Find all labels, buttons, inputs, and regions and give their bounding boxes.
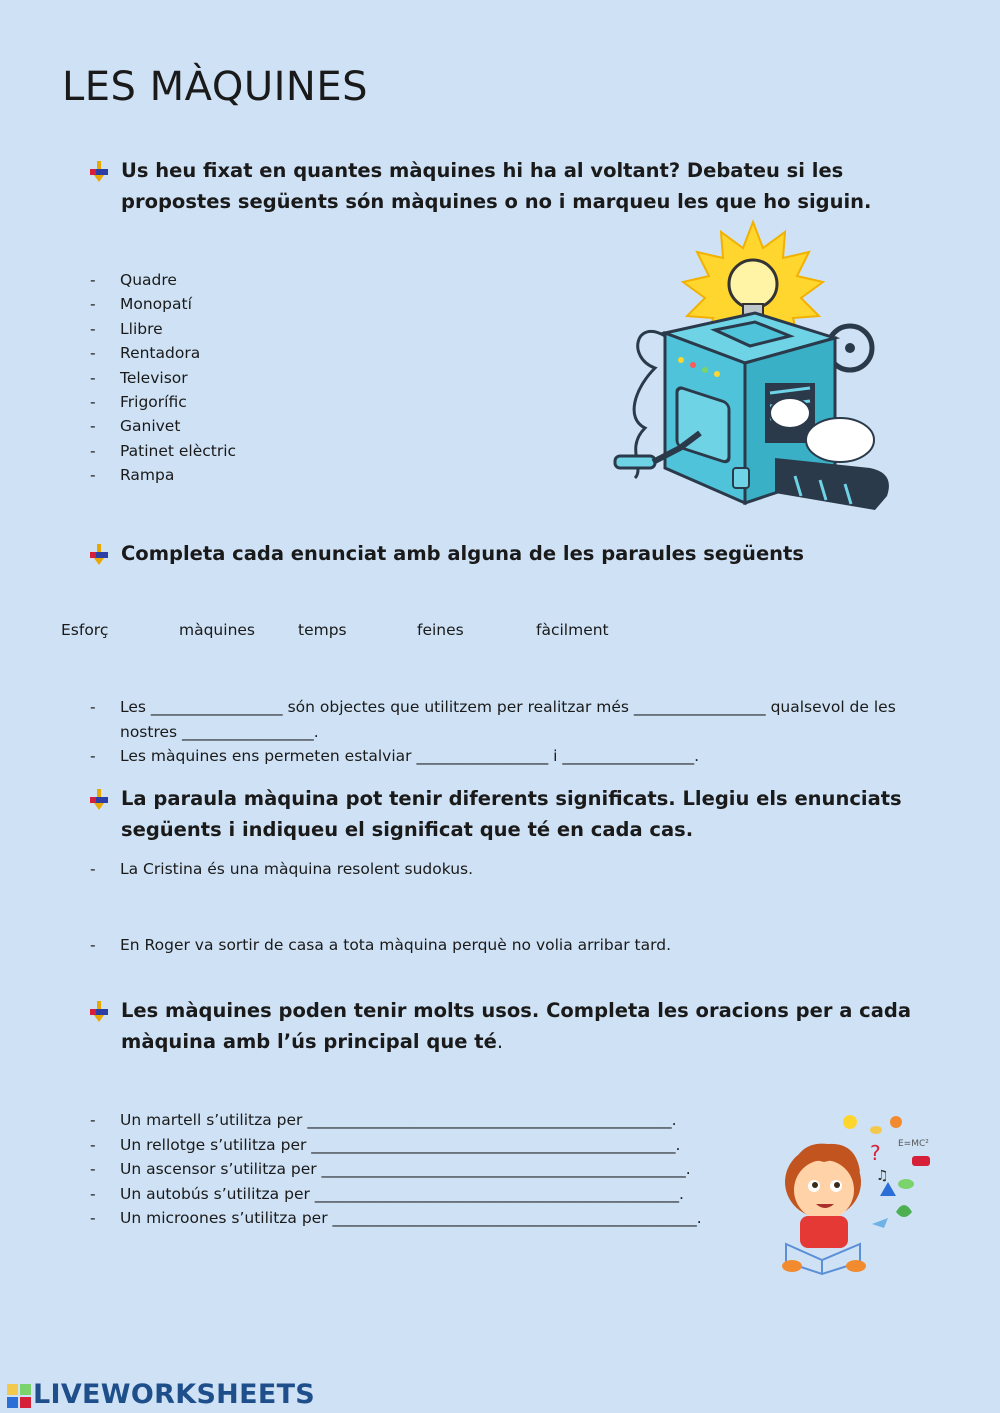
list-item[interactable]: - La Cristina és una màquina resolent sudokus. <box>88 857 933 881</box>
bullet-arrow-icon <box>88 789 110 811</box>
svg-text:?: ? <box>870 1141 881 1165</box>
list-item[interactable]: - Llibre <box>88 317 236 341</box>
uses-list <box>88 1108 702 1231</box>
list-item[interactable]: - En Roger va sortir de casa a tota màquina perquè no volia arribar tard. <box>88 933 933 957</box>
word-bank-item: feines <box>417 621 464 639</box>
list-item[interactable]: - Frigorífic <box>88 390 236 414</box>
list-item[interactable]: - Un microones s’utilitza per _______________________________________________. <box>88 1206 702 1231</box>
fill-in-list <box>88 695 933 769</box>
liveworksheets-logo[interactable]: LIVEWORKSHEETS <box>33 1379 316 1410</box>
meaning-list <box>88 857 933 957</box>
list-item[interactable]: - Un martell s’utilitza per _______________________________________________. <box>88 1108 702 1133</box>
list-item[interactable]: - Les _________________ són objectes que utilitzem per realitzar més _________________ qualsevol de les nostres _________________. <box>88 695 933 744</box>
liveworksheets-logo-icon <box>7 1384 31 1408</box>
svg-text:♫: ♫ <box>876 1168 889 1184</box>
boy-reading-illustration <box>778 1112 943 1277</box>
list-item[interactable]: - Monopatí <box>88 292 236 316</box>
list-item[interactable]: - Un rellotge s’utilitza per _______________________________________________. <box>88 1133 702 1158</box>
list-item[interactable]: - Rentadora <box>88 341 236 365</box>
question-3-heading: La paraula màquina pot tenir diferents significats. Llegiu els enunciats següents i indiqueu el significat que té en cada cas. <box>88 783 928 845</box>
bullet-arrow-icon <box>88 544 110 566</box>
machines-list <box>88 268 236 488</box>
list-item[interactable]: - Un ascensor s’utilitza per _______________________________________________. <box>88 1157 702 1182</box>
question-4-heading: Les màquines poden tenir molts usos. Completa les oracions per a cada màquina amb l’ús principal que té. <box>88 995 928 1057</box>
svg-text:E=MC²: E=MC² <box>898 1139 929 1149</box>
list-item[interactable]: - Televisor <box>88 366 236 390</box>
word-bank-item: Esforç <box>61 621 109 639</box>
list-item[interactable]: - Patinet elèctric <box>88 439 236 463</box>
bullet-arrow-icon <box>88 1001 110 1023</box>
list-item[interactable]: - Un autobús s’utilitza per _______________________________________________. <box>88 1182 702 1207</box>
bullet-arrow-icon <box>88 161 110 183</box>
list-item[interactable]: - Ganivet <box>88 414 236 438</box>
list-item[interactable]: - Quadre <box>88 268 236 292</box>
machine-illustration <box>605 218 900 518</box>
word-bank-item: màquines <box>179 621 256 639</box>
list-item[interactable]: - Les màquines ens permeten estalviar _________________ i _________________. <box>88 744 933 769</box>
word-bank-item: temps <box>298 621 347 639</box>
page-title: LES MÀQUINES <box>62 64 368 110</box>
question-1-heading: Us heu fixat en quantes màquines hi ha al voltant? Debateu si les propostes següents són màquines o no i marqueu les que ho siguin. <box>88 155 928 217</box>
word-bank-item: fàcilment <box>536 621 609 639</box>
question-2-heading: Completa cada enunciat amb alguna de les paraules següents <box>88 538 928 569</box>
list-item[interactable]: - Rampa <box>88 463 236 487</box>
